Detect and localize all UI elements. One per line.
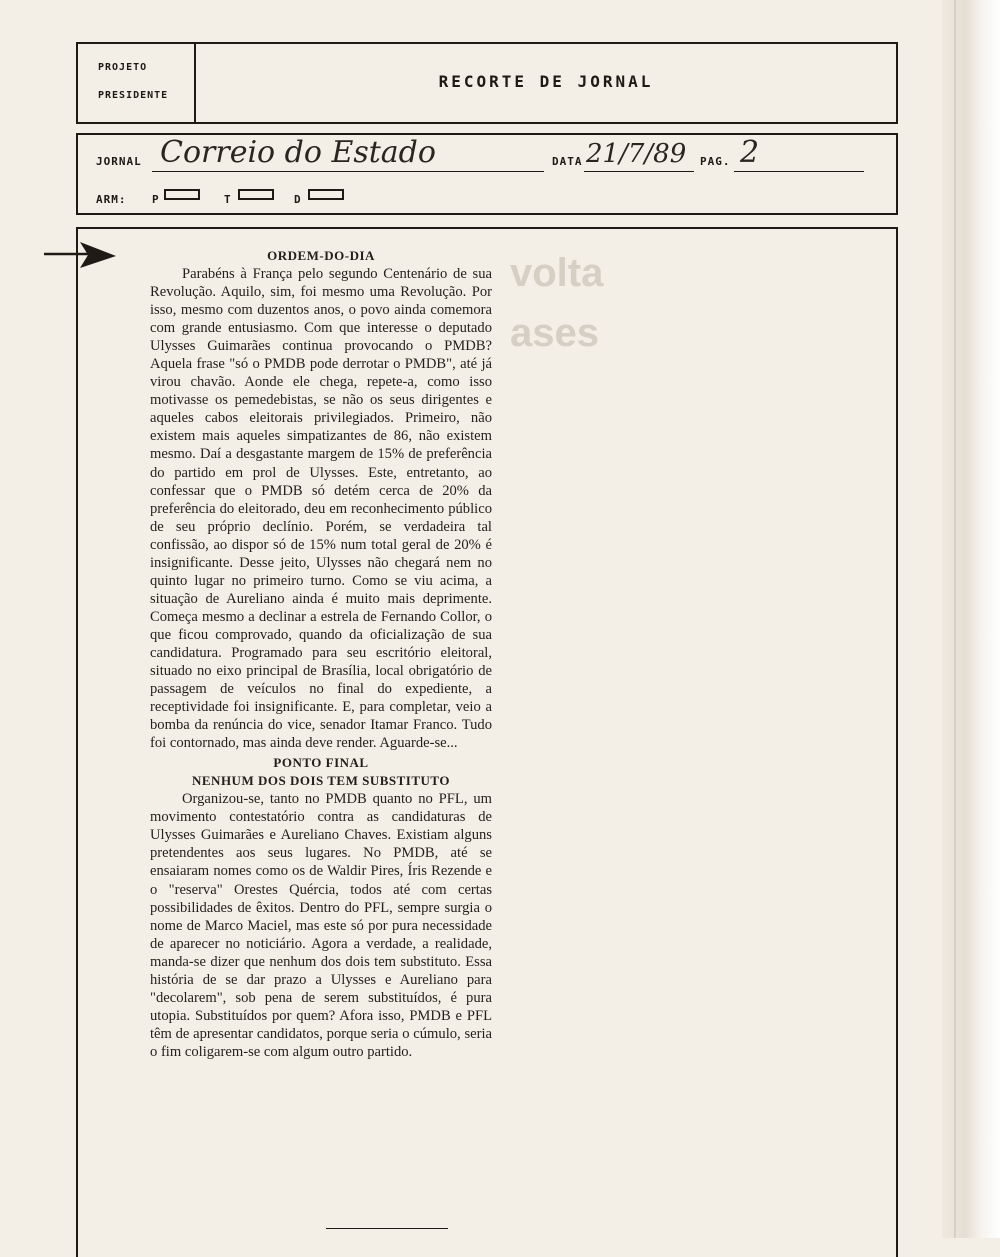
jornal-value: Correio do Estado	[160, 135, 436, 170]
header-box	[76, 42, 898, 124]
data-underline	[584, 171, 694, 172]
jornal-underline	[152, 171, 544, 172]
t-box	[238, 189, 274, 200]
p-label: P	[152, 193, 160, 206]
footer-rule	[326, 1228, 448, 1229]
arrow-icon	[44, 240, 118, 270]
page-edge-line	[954, 0, 956, 1238]
project-cell	[78, 44, 196, 122]
heading-ponto-final: PONTO FINAL	[273, 755, 369, 771]
project-label: PROJETO	[98, 62, 148, 73]
heading-ordem-do-dia: ORDEM-DO-DIA	[267, 248, 375, 263]
pag-label: PAG.	[700, 155, 731, 168]
metadata-box	[76, 133, 898, 215]
bleed-word-2: ases	[510, 311, 599, 355]
president-label: PRESIDENTE	[98, 90, 169, 101]
bleed-word-1: volta	[510, 251, 604, 295]
t-label: T	[224, 193, 232, 206]
pag-value: 2	[740, 135, 760, 170]
bleed-through-text	[510, 250, 630, 1150]
pag-underline	[734, 171, 864, 172]
d-label: D	[294, 193, 302, 206]
arm-label: ARM:	[96, 193, 127, 206]
paragraph-ordem-do-dia: Parabéns à França pelo segundo Centenário de sua Revolução. Aquilo, sim, foi mesmo uma Revolução. Por isso, mesmo com duzentos anos, o povo ainda comemora com grande entusiasmo. Com que interesse o deputado Ulysses Guimarães continua provocando o PMDB? Aquela frase "só o PMDB pode derrotar o PMDB", até já virou chavão. Aonde ele chega, repete-a, como isso motivasse os pemedebistas, se não os seus dirigentes e aqueles cabos eleitorais privilegiados. Primeiro, não existem mais aqueles simpatizantes de 86, não existem mesmo. Daí a desgastante margem de 15% de preferência do partido em prol de Ulysses. Este, entretanto, ao confessar que o PMDB só detém cerca de 20% da preferência do eleitorado, deu em reconhecimento público de seu próprio declínio. Porém, se verdadeira tal confissão, ao dispor só de 15% num total geral de 20% é insignificante. Desse jeito, Ulysses não chegará nem no quinto lugar no primeiro turno. Como se viu acima, a situação de Aureliano ainda é muito mais deprimente. Começa mesmo a declinar a estrela de Fernando Collor, o que ficou comprovado, quando da oficialização de sua candidatura. Programado para seu escritório eleitoral, situado no eixo principal de Brasília, local obrigatório de passagem de veículos no final do expediente, a receptividade foi insignificante. E, para completar, veio a bomba da renúncia do vice, senador Itamar Franco. Tudo foi contornado, mas ainda deve render. Aguarde-se...	[150, 266, 492, 752]
data-value: 21/7/89	[586, 139, 687, 169]
page-edge-shadow	[942, 0, 1000, 1238]
jornal-label: JORNAL	[96, 155, 142, 168]
article-column	[150, 247, 492, 1061]
paragraph-ponto-final: Organizou-se, tanto no PMDB quanto no PFL, um movimento contestatório contra as candidaturas de Ulysses Guimarães e Aureliano Chaves. Existiam alguns pretendentes aos seus lugares. No PMDB, até se ensaiaram nomes como os de Waldir Pires, Íris Rezende e o "reserva" Orestes Quércia, todos até com certas possibilidades de êxitos. Dentro do PFL, sempre surgia o nome de Marco Maciel, mas este só por pura necessidade de aparecer no noticiário. Agora a verdade, a realidade, manda-se dizer que nenhum dos dois tem substituto. Essa história de se dar prazo a Ulysses e Aureliano para "decolarem", sob pena de serem substituídos, é pura utopia. Substituídos por quem? Afora isso, PMDB e PFL têm de apresentar candidatos, porque seria o cúmulo, seria o fim coligarem-se com algum outro partido.	[150, 791, 492, 1060]
data-label: DATA	[552, 155, 583, 168]
subheading-substituto: NENHUM DOS DOIS TEM SUBSTITUTO	[192, 773, 450, 789]
d-box	[308, 189, 344, 200]
form-title: RECORTE DE JORNAL	[438, 72, 654, 91]
p-box	[164, 189, 200, 200]
